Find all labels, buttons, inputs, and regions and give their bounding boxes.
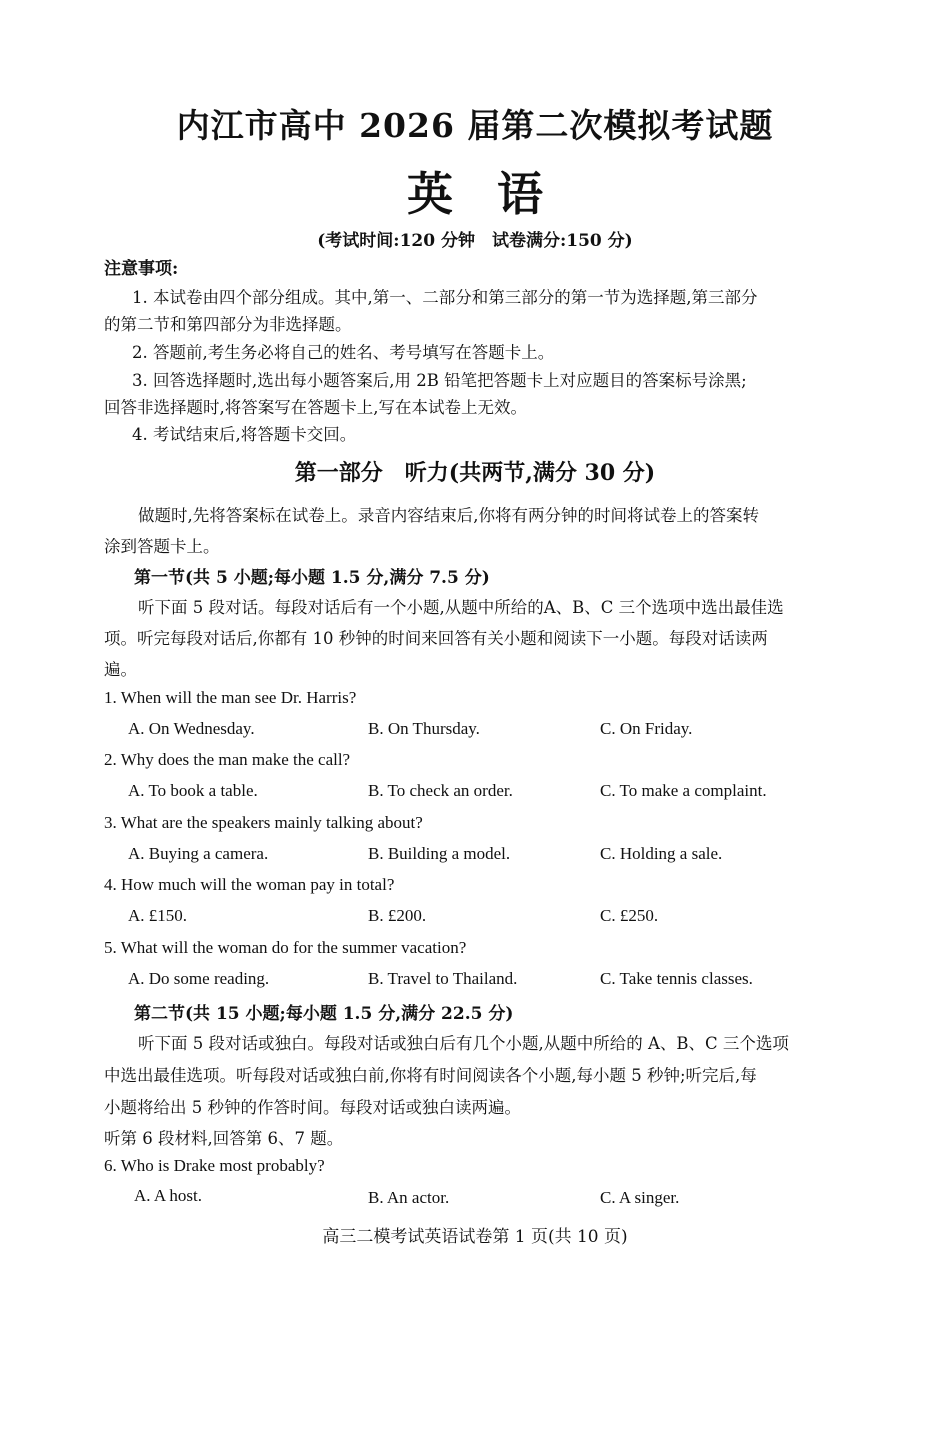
question-1-option-b: B. On Thursday. bbox=[368, 719, 480, 738]
question-4-option-a: A. £150. bbox=[128, 906, 188, 925]
section2-instr-line-2: 中选出最佳选项。听每段对话或独白前,你将有时间阅读各个小题,每小题 5 秒钟;听完后,每 bbox=[104, 1066, 757, 1085]
question-1-option-c: C. On Friday. bbox=[600, 719, 693, 738]
question-5-option-c: C. Take tennis classes. bbox=[600, 969, 753, 988]
question-5-option-a: A. Do some reading. bbox=[128, 969, 270, 988]
part1-title: 第一部分 听力(共两节,满分 30 分) bbox=[294, 460, 656, 486]
page-footer: 高三二模考试英语试卷第 1 页(共 10 页) bbox=[322, 1227, 628, 1247]
exam-title: 内江市高中 2026 届第二次模拟考试题 bbox=[176, 106, 774, 145]
question-2-option-b: B. To check an order. bbox=[368, 781, 513, 800]
subject-title bbox=[0, 158, 950, 224]
subject-char-1: 英 bbox=[407, 167, 453, 221]
section1-instr-line-1: 听下面 5 段对话。每段对话后有一个小题,从题中所给的A、B、C 三个选项中选出最佳选 bbox=[138, 598, 784, 617]
notice-heading: 注意事项: bbox=[104, 259, 179, 279]
section2-instr-line-1: 听下面 5 段对话或独白。每段对话或独白后有几个小题,从题中所给的 A、B、C 三个选项 bbox=[138, 1034, 789, 1053]
question-1-option-a: A. On Wednesday. bbox=[128, 719, 255, 738]
section2-heading: 第二节(共 15 小题;每小题 1.5 分,满分 22.5 分) bbox=[134, 1004, 514, 1024]
question-2-stem: 2. Why does the man make the call? bbox=[104, 750, 351, 769]
question-3-option-b: B. Building a model. bbox=[368, 844, 511, 863]
question-6-option-b: B. An actor. bbox=[368, 1188, 450, 1207]
part1-intro-line-2: 涂到答题卡上。 bbox=[104, 537, 220, 556]
question-2-option-c: C. To make a complaint. bbox=[600, 781, 767, 800]
section1-heading: 第一节(共 5 小题;每小题 1.5 分,满分 7.5 分) bbox=[134, 568, 490, 588]
notice-item-4: 4. 考试结束后,将答题卡交回。 bbox=[132, 425, 357, 444]
section2-instr-line-3: 小题将给出 5 秒钟的作答时间。每段对话或独白读两遍。 bbox=[104, 1098, 521, 1117]
notice-item-2: 2. 答题前,考生务必将自己的姓名、考号填写在答题卡上。 bbox=[132, 343, 555, 362]
question-6-option-a: A. A host. bbox=[134, 1186, 203, 1205]
question-2-option-a: A. To book a table. bbox=[128, 781, 258, 800]
question-4-option-c: C. £250. bbox=[600, 906, 659, 925]
question-4-stem: 4. How much will the woman pay in total? bbox=[104, 875, 395, 894]
material-note: 听第 6 段材料,回答第 6、7 题。 bbox=[104, 1129, 344, 1148]
question-3-stem: 3. What are the speakers mainly talking about? bbox=[104, 813, 423, 832]
question-4-option-b: B. £200. bbox=[368, 906, 427, 925]
question-1-stem: 1. When will the man see Dr. Harris? bbox=[104, 688, 357, 707]
time-info: (考试时间:120 分钟 试卷满分:150 分) bbox=[317, 231, 633, 251]
question-6-option-c: C. A singer. bbox=[600, 1188, 680, 1207]
notice-item-1-line-2: 的第二节和第四部分为非选择题。 bbox=[104, 315, 352, 334]
notice-item-3-line-1: 3. 回答选择题时,选出每小题答案后,用 2B 铅笔把答题卡上对应题目的答案标号涂黑; bbox=[132, 371, 747, 390]
question-5-stem: 5. What will the woman do for the summer vacation? bbox=[104, 938, 467, 957]
notice-item-3-line-2: 回答非选择题时,将答案写在答题卡上,写在本试卷上无效。 bbox=[104, 398, 527, 417]
question-6-stem: 6. Who is Drake most probably? bbox=[104, 1156, 325, 1175]
subject-char-2: 语 bbox=[497, 167, 543, 221]
question-3-option-a: A. Buying a camera. bbox=[128, 844, 269, 863]
question-3-option-c: C. Holding a sale. bbox=[600, 844, 723, 863]
part1-intro-line-1: 做题时,先将答案标在试卷上。录音内容结束后,你将有两分钟的时间将试卷上的答案转 bbox=[138, 506, 759, 525]
question-5-option-b: B. Travel to Thailand. bbox=[368, 969, 518, 988]
section1-instr-line-2: 项。听完每段对话后,你都有 10 秒钟的时间来回答有关小题和阅读下一小题。每段对话读两 bbox=[104, 629, 768, 648]
notice-item-1-line-1: 1. 本试卷由四个部分组成。其中,第一、二部分和第三部分的第一节为选择题,第三部分 bbox=[132, 288, 758, 307]
section1-instr-line-3: 遍。 bbox=[104, 660, 137, 679]
